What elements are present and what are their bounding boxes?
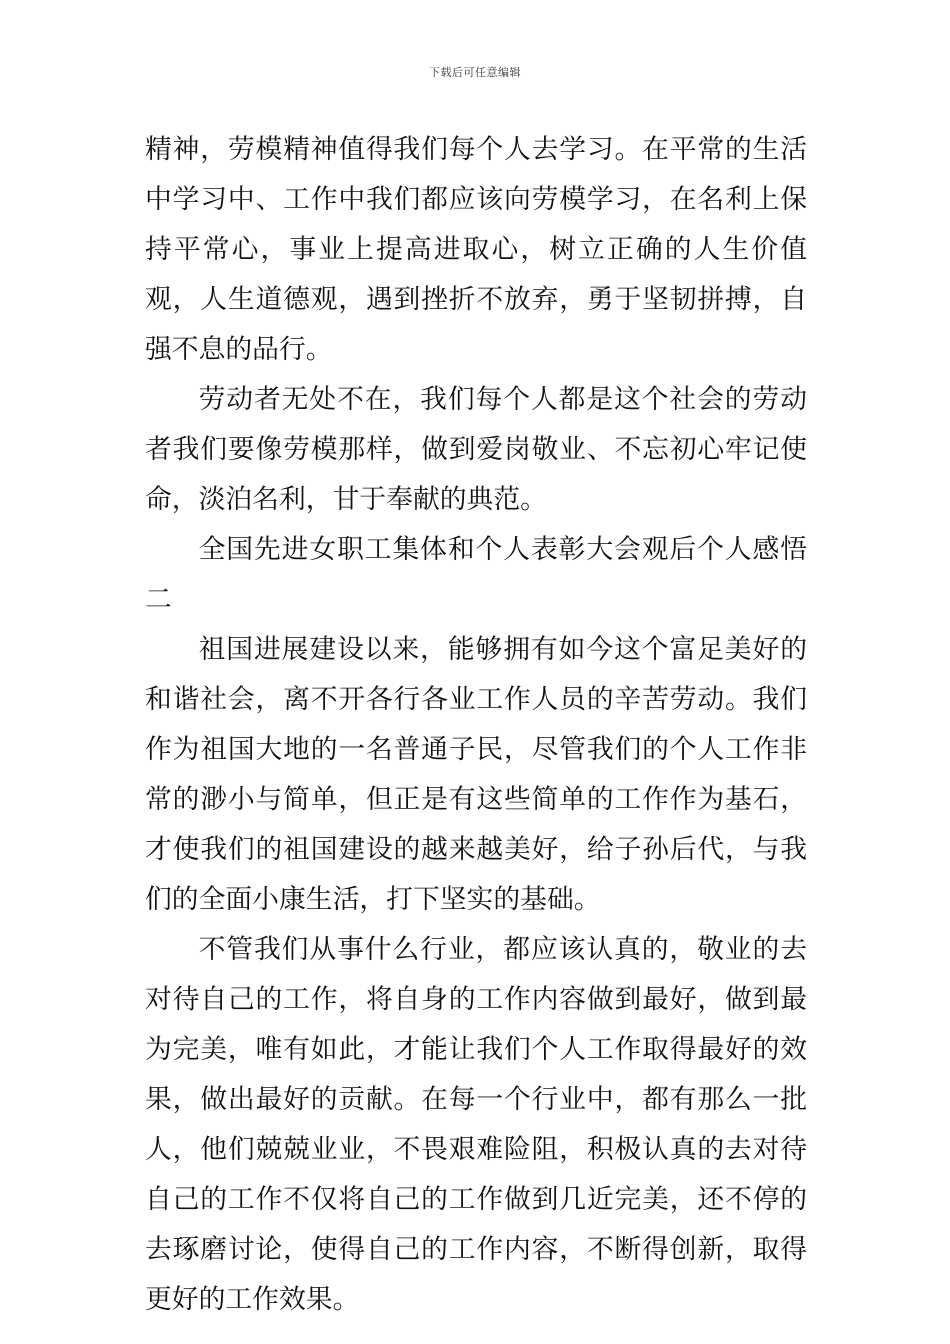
paragraph-3: 祖国进展建设以来，能够拥有如今这个富足美好的和谐社会，离不开各行各业工作人员的辛苦劳动。我们作为祖国大地的一名普通子民，尽管我们的个人工作非常的渺小与简单，但正是有这些简单的工作作为基石，才使我们的祖国建设的越来越美好，给子孙后代，与我们的全面小康生活，打下坚实的基础。 bbox=[145, 634, 807, 915]
paragraph-4: 不管我们从事什么行业，都应该认真的，敬业的去对待自己的工作，将自身的工作内容做到最好，做到最为完美，唯有如此，才能让我们个人工作取得最好的效果，做出最好的贡献。在每一个行业中，都有那么一批人，他们兢兢业业，不畏艰难险阻，积极认真的去对待自己的工作不仅将自己的工作做到几近完美，还不停的去琢磨讨论，使得自己的工作内容，不断得创新，取得更好的工作效果。 bbox=[145, 934, 807, 1315]
paragraph-2: 劳动者无处不在，我们每个人都是这个社会的劳动者我们要像劳模那样，做到爱岗敬业、不忘初心牢记使命，淡泊名利，甘于奉献的典范。 bbox=[145, 384, 807, 515]
document-body bbox=[145, 125, 807, 1325]
page-header: 下载后可任意编辑 bbox=[429, 66, 521, 79]
section-heading: 全国先进女职工集体和个人表彰大会观后个人感悟二 bbox=[145, 534, 807, 615]
paragraph-1: 精神，劳模精神值得我们每个人去学习。在平常的生活中学习中、工作中我们都应该向劳模学习，在名利上保持平常心，事业上提高进取心，树立正确的人生价值观，人生道德观，遇到挫折不放弃，勇于坚韧拼搏，自强不息的品行。 bbox=[145, 134, 807, 365]
